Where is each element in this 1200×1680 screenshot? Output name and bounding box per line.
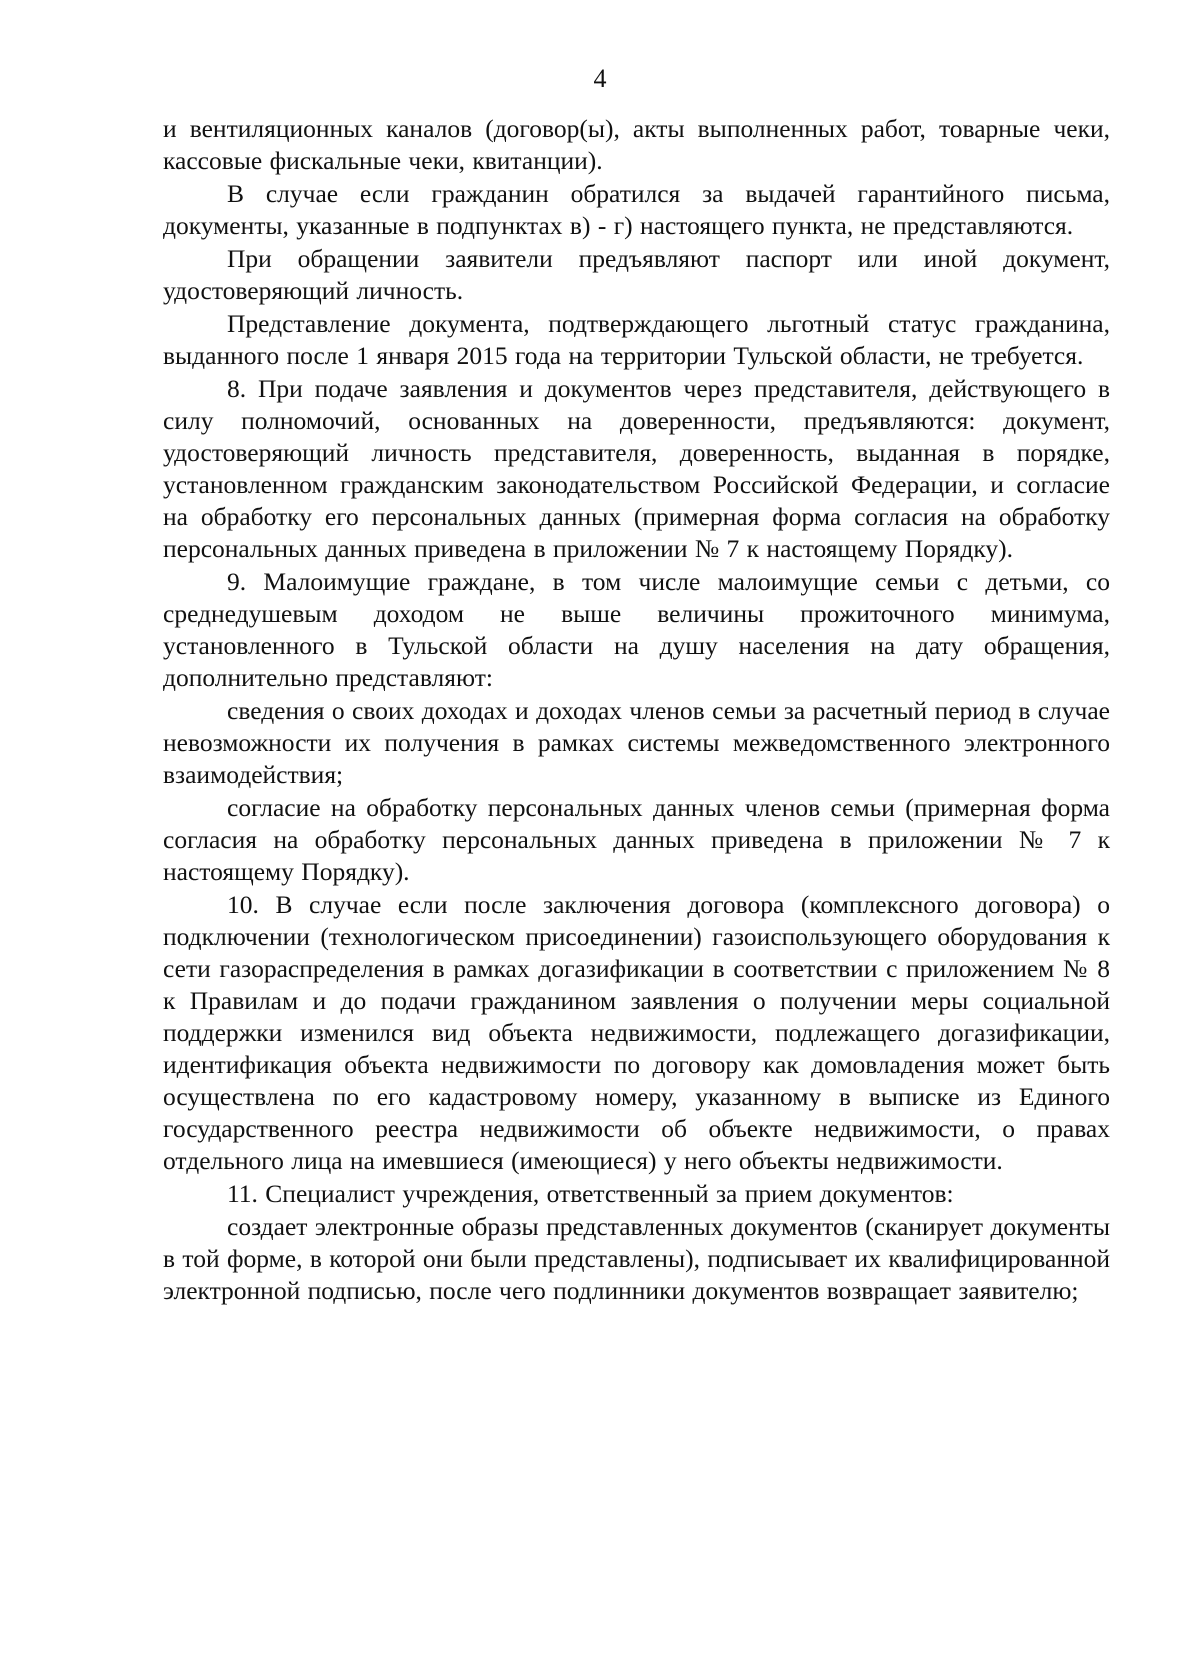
page-number: 4	[593, 64, 607, 93]
document-body	[163, 113, 1110, 1307]
paragraph-passport: При обращении заявители предъявляют паспорт или иной документ, удостоверяющий личность.	[163, 244, 1110, 305]
paragraph-family-consent: согласие на обработку персональных данных членов семьи (примерная форма согласия на обработку персональных данных приведена в приложении № 7 к настоящему Порядку).	[163, 793, 1110, 886]
paragraph-item-10: 10. В случае если после заключения договора (комплексного договора) о подключении (технологическом присоединении) газоиспользующего оборудования к сети газораспределения в рамках догазификации в соответствии с приложением № 8 к Правилам и до подачи гражданином заявления о получении меры социальной поддержки изменился вид объекта недвижимости, подлежащего догазификации, идентификация объекта недвижимости по договору как домовладения может быть осуществлена по его кадастровому номеру, указанному в выписке из Единого государственного реестра недвижимости об объекте недвижимости, о правах отдельного лица на имевшиеся (имеющиеся) у него объекты недвижимости.	[163, 890, 1110, 1175]
paragraph-item-9: 9. Малоимущие граждане, в том числе малоимущие семьи с детьми, со среднедушевым доходом не выше величины прожиточного минимума, установленного в Тульской области на душу населения на дату обращения, дополнительно представляют:	[163, 567, 1110, 692]
paragraph-privilege-status: Представление документа, подтверждающего льготный статус гражданина, выданного после 1 января 2015 года на территории Тульской области, не требуется.	[163, 309, 1110, 370]
paragraph-item-8: 8. При подаче заявления и документов через представителя, действующего в силу полномочий, основанных на доверенности, предъявляются: документ, удостоверяющий личность представителя, доверенность, выданная в порядке, установленном гражданским законодательством Российской Федерации, и согласие на обработку его персональных данных (примерная форма согласия на обработку персональных данных приведена в приложении № 7 к настоящему Порядку).	[163, 374, 1110, 563]
paragraph-guarantee-letter: В случае если гражданин обратился за выдачей гарантийного письма, документы, указанные в подпунктах в) - г) настоящего пункта, не представляются.	[163, 179, 1110, 240]
paragraph-income-info: сведения о своих доходах и доходах членов семьи за расчетный период в случае невозможности их получения в рамках системы межведомственного электронного взаимодействия;	[163, 696, 1110, 789]
paragraph-continued: и вентиляционных каналов (договор(ы), акты выполненных работ, товарные чеки, кассовые фискальные чеки, квитанции).	[163, 114, 1110, 175]
paragraph-scan-documents: создает электронные образы представленных документов (сканирует документы в той форме, в которой они были представлены), подписывает их квалифицированной электронной подписью, после чего подлинники документов возвращает заявителю;	[163, 1212, 1111, 1305]
paragraph-item-11: 11. Специалист учреждения, ответственный за прием документов:	[227, 1179, 954, 1208]
